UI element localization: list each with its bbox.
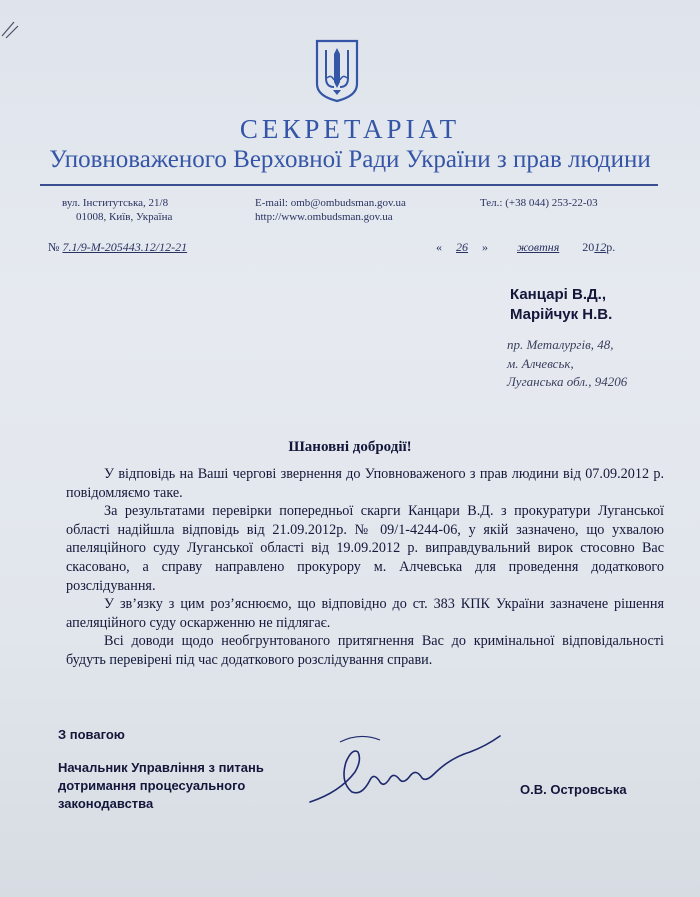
trident-emblem-icon — [314, 38, 360, 104]
recipient-address-line-2: м. Алчевськ, — [507, 356, 574, 371]
letterhead-phone: Тел.: (+38 044) 253-22-03 — [480, 197, 598, 209]
salutation: Шановні добродії! — [288, 439, 412, 455]
paragraph-1: У відповідь на Ваші чергові звернення до Уповноваженого з прав людини від 07.09.2012 р. повідомляємо таке. — [66, 466, 664, 501]
letter-body — [66, 465, 664, 670]
recipient-2: Марійчук Н.В. — [510, 306, 613, 323]
recipient-address-line-1: пр. Металургів, 48, — [507, 337, 614, 352]
address-line-1: вул. Інститутська, 21/8 — [62, 197, 169, 209]
letter-date — [436, 240, 615, 255]
corner-mark-icon — [0, 0, 30, 40]
date-year-suffix: 12 — [594, 240, 607, 254]
signatory-name: О.В. Островська — [520, 782, 627, 797]
date-day: 26 — [456, 240, 468, 254]
closing-phrase: З повагою — [58, 727, 125, 742]
address-line-2: 01008, Київ, Україна — [76, 211, 173, 223]
date-month: жовтня — [517, 240, 560, 254]
reference-number — [48, 240, 187, 255]
paragraph-2: За результатами перевірки попередньої скарги Канцари В.Д. з прокуратури Луганської області надійшла відповідь від 21.09.2012р. № 09/1-4244-06, у якій зазначено, що ухвалою апеляційного суду Луганської області від 19.09.2012 р. виправдувальний вирок стосовно Вас скасовано, а справу направлено прокурору м. Алчевська для проведення додаткового розслідування. — [66, 503, 664, 594]
letterhead-title: СЕКРЕТАРІАТ — [239, 114, 461, 144]
recipient-address-line-3: Луганська обл., 94206 — [507, 374, 628, 389]
letterhead-address — [62, 196, 172, 224]
reference-prefix: № — [48, 240, 60, 254]
signatory-title-line-2: дотримання процесуального — [58, 778, 246, 793]
email-text: E-mail: omb@ombudsman.gov.ua — [255, 197, 406, 209]
reference-value: 7.1/9-М-205443.12/12-21 — [62, 240, 188, 254]
letterhead-subtitle: Уповноваженого Верховної Ради України з прав людини — [49, 146, 651, 173]
handwritten-signature — [300, 722, 510, 812]
letterhead-contact — [255, 196, 406, 224]
date-close-quote: » — [482, 240, 488, 254]
recipient-1: Канцарі В.Д., — [510, 286, 607, 303]
signatory-title-line-3: законодавства — [58, 796, 154, 811]
website-text: http://www.ombudsman.gov.ua — [255, 211, 393, 223]
date-suffix: р. — [606, 240, 616, 254]
date-year-prefix: 20 — [582, 240, 595, 254]
letterhead-divider — [40, 184, 658, 186]
paragraph-3: У зв’язку з цим роз’яснюємо, що відповідно до ст. 383 КПК України зазначене рішення апеляційного суду оскарженню не підлягає. — [66, 596, 664, 631]
signatory-title-line-1: Начальник Управління з питань — [58, 760, 264, 775]
paragraph-4: Всі доводи щодо необгрунтованого притягнення Вас до кримінальної відповідальності будуть перевірені під час додаткового розслідування справи. — [66, 633, 664, 668]
date-open-quote: « — [436, 240, 442, 254]
